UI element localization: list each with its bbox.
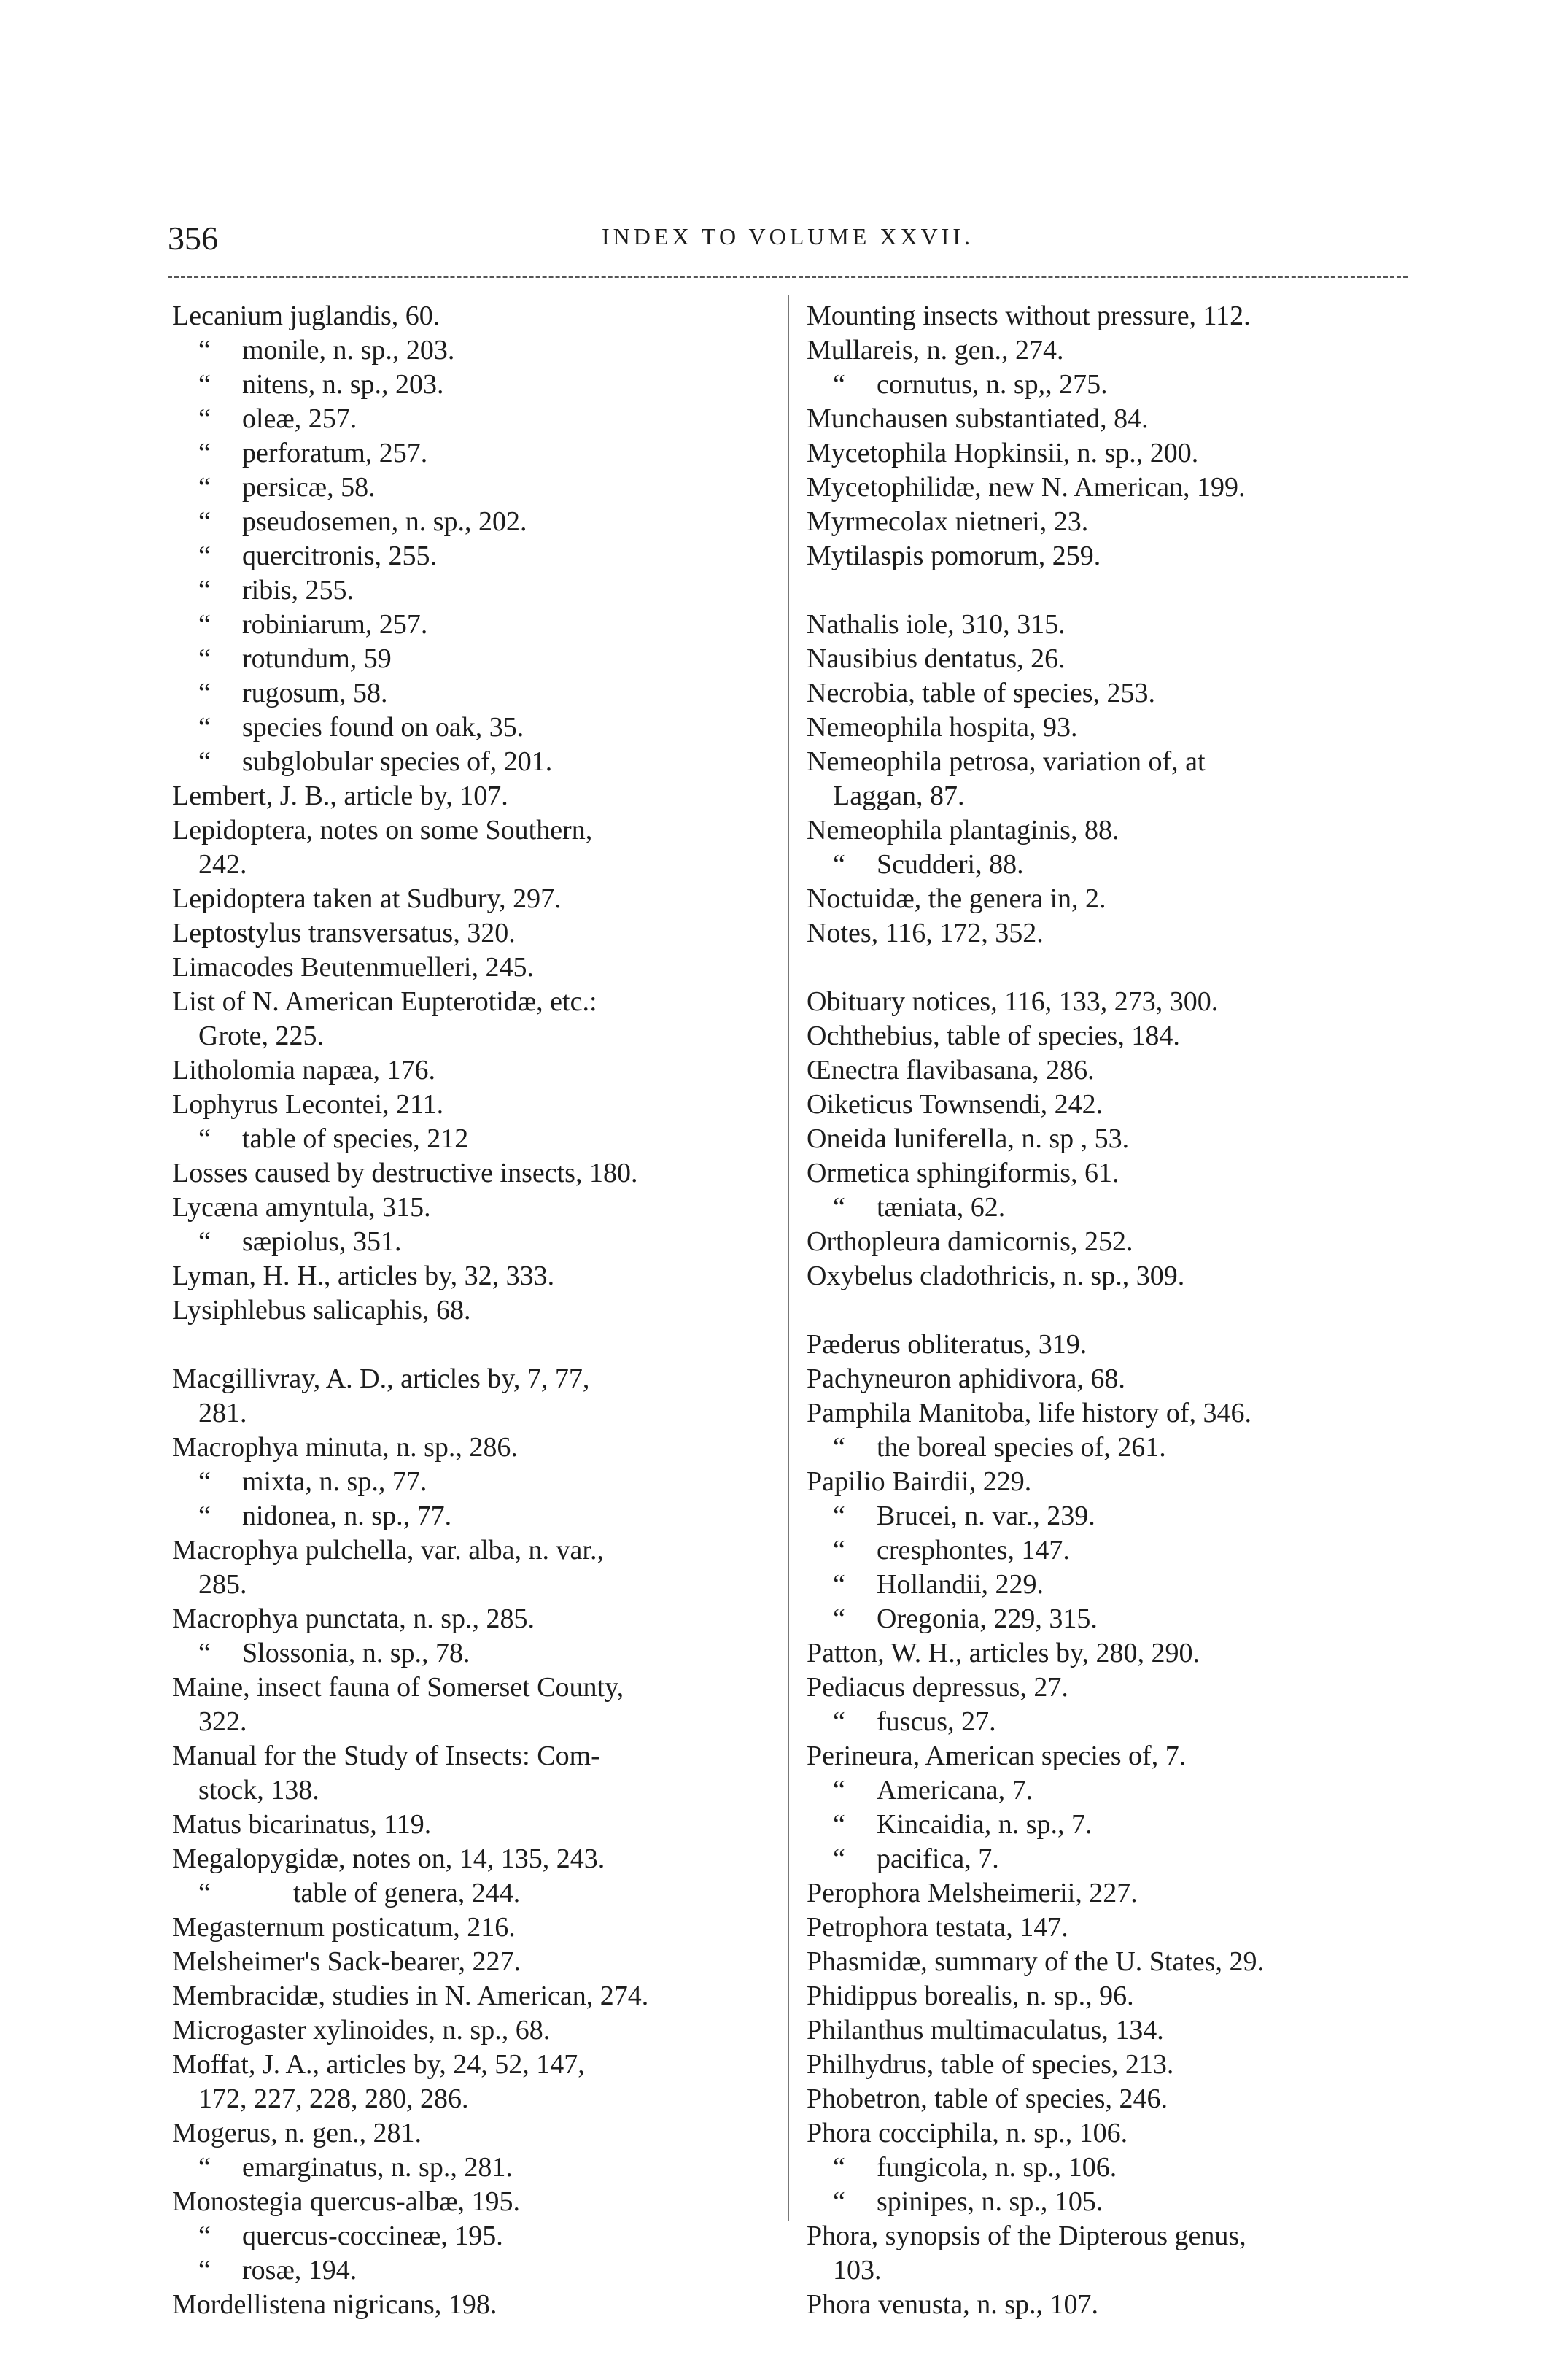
ditto-mark: “ [833,369,845,400]
ditto-mark: “ [198,2255,211,2286]
index-subentry [172,333,770,368]
index-subentry [172,642,770,676]
ditto-mark: “ [198,1501,211,1531]
index-entry: Maine, insect fauna of Somerset County, [172,1672,624,1703]
index-gap [807,573,1405,608]
index-entry: Munchausen substantiated, 84. [807,403,1149,434]
index-subentry [172,1225,770,1259]
index-subentry [172,745,770,779]
index-subentry [807,1499,1405,1533]
index-entry: Philhydrus, table of species, 213. [807,2049,1174,2080]
index-subentry-text: fuscus, 27. [877,1706,996,1737]
page-header [168,219,1408,270]
index-entry: Pediacus depressus, 27. [807,1672,1068,1703]
index-entry: Mordellistena nigricans, 198. [172,2289,497,2320]
index-entry: Mytilaspis pomorum, 259. [807,541,1101,571]
index-subentry [172,2219,770,2253]
ditto-mark: “ [198,472,211,503]
ditto-mark: “ [198,1638,211,1668]
index-entry: Perophora Melsheimerii, 227. [807,1878,1138,1908]
index-entry-continuation: 242. [198,849,247,880]
index-entry: Philanthus multimaculatus, 134. [807,2015,1164,2046]
header-rule [168,276,1408,278]
index-entry: Phora, synopsis of the Dipterous genus, [807,2221,1246,2251]
index-entry: Melsheimer's Sack-bearer, 227. [172,1946,521,1977]
index-entry: Myrmecolax nietneri, 23. [807,506,1089,537]
index-subentry-text: rugosum, 58. [242,678,388,708]
ditto-mark: “ [198,2152,211,2183]
index-entry: Lyman, H. H., articles by, 32, 333. [172,1261,555,1291]
index-subentry [807,2185,1405,2219]
index-entry: Litholomia napæa, 176. [172,1055,435,1085]
index-gap [807,1293,1405,1328]
index-subentry [172,436,770,471]
index-subentry-text: Brucei, n. var., 239. [877,1501,1095,1531]
index-entry-continuation: 285. [198,1569,247,1600]
index-entry: Perineura, American species of, 7. [807,1741,1187,1771]
index-entry: Losses caused by destructive insects, 180. [172,1158,638,1188]
index-entry-continuation: 172, 227, 228, 280, 286. [198,2083,469,2114]
index-subentry-text: table of genera, 244. [293,1878,521,1908]
index-entry: Mounting insects without pressure, 112. [807,301,1251,331]
index-subentry-text: ribis, 255. [242,575,354,605]
index-entry: Megalopygidæ, notes on, 14, 135, 243. [172,1843,605,1874]
ditto-mark: “ [198,438,211,468]
ditto-mark: “ [833,849,845,880]
index-entry: Papilio Bairdii, 229. [807,1466,1032,1497]
index-subentry-text: quercus-coccineæ, 195. [242,2221,503,2251]
index-subentry-text: sæpiolus, 351. [242,1226,402,1257]
index-entry: Lycæna amyntula, 315. [172,1192,431,1223]
index-subentry [807,1808,1405,1842]
index-subentry [172,608,770,642]
index-subentry [172,402,770,436]
index-entry: Microgaster xylinoides, n. sp., 68. [172,2015,551,2046]
index-entry: Mullareis, n. gen., 274. [807,335,1064,365]
index-subentry [172,471,770,505]
ditto-mark: “ [198,506,211,537]
index-entry: Matus bicarinatus, 119. [172,1809,432,1840]
index-entry: Patton, W. H., articles by, 280, 290. [807,1638,1200,1668]
index-entry-continuation: 281. [198,1398,247,1428]
index-subentry-text: emarginatus, n. sp., 281. [242,2152,513,2183]
index-entry: Macrophya punctata, n. sp., 285. [172,1603,535,1634]
index-entry: Mogerus, n. gen., 281. [172,2118,422,2148]
index-subentry-text: Kincaidia, n. sp., 7. [877,1809,1092,1840]
index-entry: Macgillivray, A. D., articles by, 7, 77, [172,1363,590,1394]
index-entry-continuation: Laggan, 87. [833,781,965,811]
ditto-mark: “ [198,403,211,434]
index-entry: Phora venusta, n. sp., 107. [807,2289,1099,2320]
index-subentry [807,1602,1405,1636]
index-entry: Limacodes Beutenmuelleri, 245. [172,952,534,983]
index-entry: Lembert, J. B., article by, 107. [172,781,508,811]
ditto-mark: “ [833,2186,845,2217]
index-entry: Moffat, J. A., articles by, 24, 52, 147, [172,2049,585,2080]
index-subentry [172,1636,770,1671]
index-subentry [172,1122,770,1156]
index-entry: Ochthebius, table of species, 184. [807,1021,1180,1051]
index-gap [807,951,1405,985]
index-entry: Phora cocciphila, n. sp., 106. [807,2118,1128,2148]
ditto-mark: “ [833,1432,845,1463]
index-entry: Oxybelus cladothricis, n. sp., 309. [807,1261,1185,1291]
index-subentry-text: nidonea, n. sp., 77. [242,1501,452,1531]
ditto-mark: “ [833,2152,845,2183]
index-entry: Orthopleura damicornis, 252. [807,1226,1133,1257]
index-list-left [172,299,770,2322]
ditto-mark: “ [833,1569,845,1600]
index-subentry [172,1876,770,1911]
index-entry: Mycetophilidæ, new N. American, 199. [807,472,1246,503]
ditto-mark: “ [198,1123,211,1154]
ditto-mark: “ [198,335,211,365]
index-subentry-text: Hollandii, 229. [877,1569,1044,1600]
index-subentry-text: rosæ, 194. [242,2255,357,2286]
index-entry: Membracidæ, studies in N. American, 274. [172,1981,649,2011]
index-subentry [172,573,770,608]
index-subentry [172,539,770,573]
index-subentry [807,1533,1405,1568]
ditto-mark: “ [198,575,211,605]
index-entry-continuation: 322. [198,1706,247,1737]
index-subentry-text: oleæ, 257. [242,403,357,434]
index-entry: Petrophora testata, 147. [807,1912,1068,1943]
index-subentry-text: Americana, 7. [877,1775,1033,1806]
index-list-right [807,299,1405,2322]
index-entry: Nemeophila hospita, 93. [807,712,1078,743]
index-entry: Macrophya pulchella, var. alba, n. var., [172,1535,604,1565]
ditto-mark: “ [198,609,211,640]
ditto-mark: “ [198,1878,211,1908]
index-subentry-text: table of species, 212 [242,1123,469,1154]
index-entry: Mycetophila Hopkinsii, n. sp., 200. [807,438,1199,468]
index-entry: Phobetron, table of species, 246. [807,2083,1168,2114]
index-subentry-text: monile, n. sp., 203. [242,335,455,365]
index-entry: Lophyrus Lecontei, 211. [172,1089,444,1120]
index-subentry [807,1705,1405,1739]
page-number: 356 [168,220,218,257]
index-subentry-text: cornutus, n. sp,, 275. [877,369,1108,400]
ditto-mark: “ [833,1843,845,1874]
index-subentry-text: rotundum, 59 [242,643,392,674]
index-subentry-text: robiniarum, 257. [242,609,428,640]
ditto-mark: “ [833,1192,845,1223]
index-entry: Lepidoptera taken at Sudbury, 297. [172,883,562,914]
ditto-mark: “ [833,1535,845,1565]
index-subentry [172,2253,770,2288]
index-subentry [172,2151,770,2185]
index-subentry [807,848,1405,882]
index-subentry-text: perforatum, 257. [242,438,428,468]
ditto-mark: “ [198,643,211,674]
index-entry: Œnectra flavibasana, 286. [807,1055,1095,1085]
index-entry: Ormetica sphingiformis, 61. [807,1158,1119,1188]
index-entry: Necrobia, table of species, 253. [807,678,1155,708]
index-column-left [172,299,770,2322]
ditto-mark: “ [198,678,211,708]
index-entry: Monostegia quercus-albæ, 195. [172,2186,521,2217]
index-subentry-text: fungicola, n. sp., 106. [877,2152,1117,2183]
index-subentry-text: persicæ, 58. [242,472,376,503]
index-subentry [172,368,770,402]
index-subentry-text: pacifica, 7. [877,1843,999,1874]
ditto-mark: “ [198,2221,211,2251]
index-subentry-text: nitens, n. sp., 203. [242,369,444,400]
index-entry-continuation: Grote, 225. [198,1021,325,1051]
index-subentry-text: subglobular species of, 201. [242,746,553,777]
running-title: INDEX TO VOLUME XXVII. [602,223,974,249]
index-subentry [172,1499,770,1533]
index-column-right [807,299,1405,2322]
index-subentry [807,368,1405,402]
index-subentry [172,676,770,711]
index-entry: Nemeophila plantaginis, 88. [807,815,1119,845]
index-entry: Oiketicus Townsendi, 242. [807,1089,1103,1120]
index-entry: Noctuidæ, the genera in, 2. [807,883,1106,914]
index-entry: Nathalis iole, 310, 315. [807,609,1066,640]
ditto-mark: “ [833,1706,845,1737]
ditto-mark: “ [833,1501,845,1531]
index-subentry-text: species found on oak, 35. [242,712,524,743]
index-subentry-text: spinipes, n. sp., 105. [877,2186,1103,2217]
index-entry: Pamphila Manitoba, life history of, 346. [807,1398,1252,1428]
index-subentry [807,2151,1405,2185]
index-entry: Lysiphlebus salicaphis, 68. [172,1295,471,1325]
index-entry: Phasmidæ, summary of the U. States, 29. [807,1946,1264,1977]
ditto-mark: “ [198,1466,211,1497]
index-subentry [172,505,770,539]
index-entry: Pachyneuron aphidivora, 68. [807,1363,1125,1394]
index-subentry-text: tæniata, 62. [877,1192,1006,1223]
ditto-mark: “ [198,712,211,743]
index-entry: Lepidoptera, notes on some Southern, [172,815,593,845]
index-subentry [807,1191,1405,1225]
ditto-mark: “ [198,746,211,777]
index-entry-continuation: stock, 138. [198,1775,319,1806]
index-subentry-text: mixta, n. sp., 77. [242,1466,427,1497]
index-entry: Nausibius dentatus, 26. [807,643,1066,674]
index-entry: Obituary notices, 116, 133, 273, 300. [807,986,1219,1017]
ditto-mark: “ [833,1775,845,1806]
index-entry: Megasternum posticatum, 216. [172,1912,516,1943]
index-subentry-text: Oregonia, 229, 315. [877,1603,1098,1634]
index-entry: Oneida luniferella, n. sp , 53. [807,1123,1130,1154]
index-entry: Notes, 116, 172, 352. [807,918,1044,948]
index-subentry [172,711,770,745]
index-entry: Macrophya minuta, n. sp., 286. [172,1432,518,1463]
index-entry: Leptostylus transversatus, 320. [172,918,516,948]
ditto-mark: “ [833,1809,845,1840]
index-subentry [807,1842,1405,1876]
index-subentry [807,1568,1405,1602]
index-entry: Lecanium juglandis, 60. [172,301,440,331]
index-subentry [807,1773,1405,1808]
ditto-mark: “ [833,1603,845,1634]
index-subentry-text: pseudosemen, n. sp., 202. [242,506,527,537]
index-entry: Manual for the Study of Insects: Com- [172,1741,600,1771]
index-gap [172,1328,770,1362]
index-subentry [807,1431,1405,1465]
index-subentry-text: cresphontes, 147. [877,1535,1070,1565]
column-divider [788,295,789,2221]
index-subentry [172,1465,770,1499]
ditto-mark: “ [198,1226,211,1257]
index-entry: Nemeophila petrosa, variation of, at [807,746,1206,777]
ditto-mark: “ [198,541,211,571]
index-subentry-text: the boreal species of, 261. [877,1432,1166,1463]
index-subentry-text: Slossonia, n. sp., 78. [242,1638,470,1668]
index-subentry-text: quercitronis, 255. [242,541,438,571]
index-entry-continuation: 103. [833,2255,882,2286]
index-entry: List of N. American Eupterotidæ, etc.: [172,986,597,1017]
index-subentry-text: Scudderi, 88. [877,849,1024,880]
index-entry: Pæderus obliteratus, 319. [807,1329,1087,1360]
ditto-mark: “ [198,369,211,400]
index-entry: Phidippus borealis, n. sp., 96. [807,1981,1134,2011]
